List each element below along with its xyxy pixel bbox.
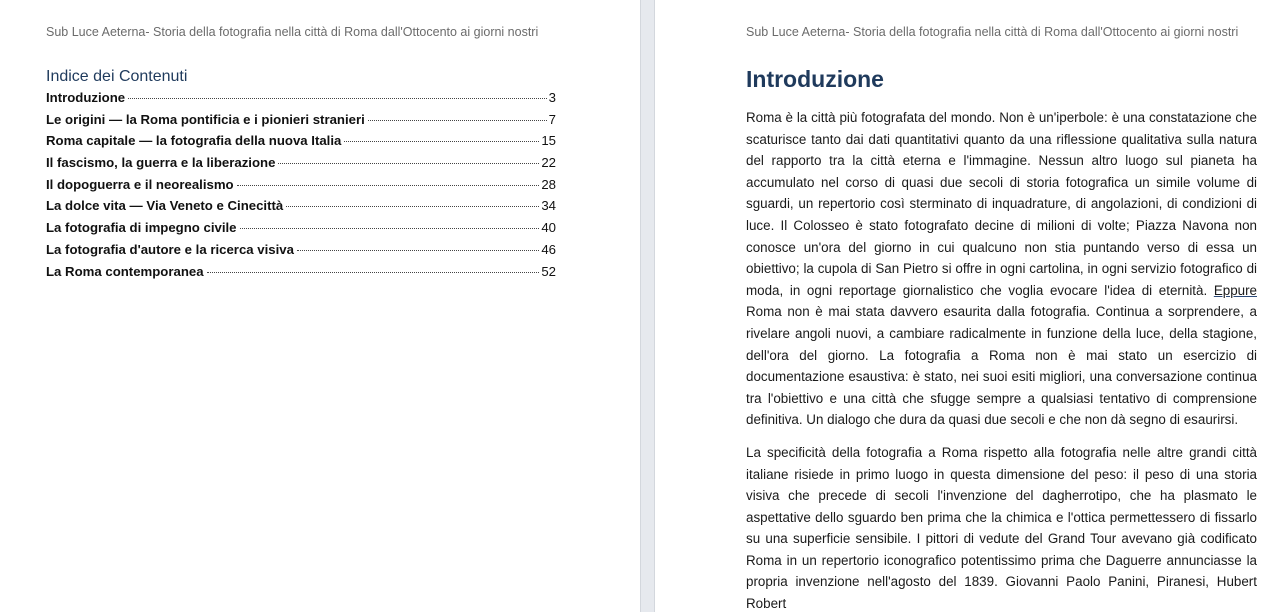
toc-entry-label: Il dopoguerra e il neorealismo bbox=[46, 176, 234, 192]
toc-entry-page: 15 bbox=[541, 133, 556, 149]
paragraph-1-text-start: Roma è la città più fotografata del mondo. Non è un'iperbole: è una constatazione che scaturisce tanto dai dati quantitativi quanto da una riflessione qualitativa sulla natura del rapporto tra la città eterna e l'immagine. Nessun altro luogo sul pianeta ha accumulato nel corso di quasi due secoli di storia fotografica un simile volume di sguardi, un repertorio così sterminato di inquadrature, di angolazioni, di condizioni di luce. Il Colosseo è stato fotografato decine di milioni di volte; Piazza Navona non conosce un'ora del giorno in cui qualcuno non stia puntando verso di essa un obiettivo; la cupola di San Pietro si offre in ogni cartolina, in ogni servizio fotografico di moda, in ogni reportage giornalistico che voglia evocare l'idea di eternità. bbox=[746, 110, 1257, 298]
toc-leader-dots bbox=[278, 163, 539, 164]
paragraph-1-text-end: Roma non è mai stata davvero esaurita dalla fotografia. Continua a sorprendere, a rivelare angoli nuovi, a cambiare radicalmente in funzione della luce, della stagione, dell'ora del giorno. La fotografia a Roma non è mai stato un esercizio di documentazione esaustiva: è stato, nei suoi esiti migliori, una conversazione continua tra l'obiettivo e una città che sfugge sempre a qualsiasi tentativo di comprensione definitiva. Un dialogo che dura da quasi due secoli e che non dà segno di esaurirsi. bbox=[746, 304, 1257, 428]
toc-entry-page: 28 bbox=[541, 176, 556, 192]
toc-entry-page: 40 bbox=[541, 220, 556, 236]
toc-entry[interactable] bbox=[46, 155, 556, 177]
toc-entry-label: La fotografia d'autore e la ricerca visiva bbox=[46, 241, 294, 257]
toc-entry[interactable] bbox=[46, 242, 556, 264]
toc-entry[interactable] bbox=[46, 90, 556, 112]
toc-entry-label: Il fascismo, la guerra e la liberazione bbox=[46, 155, 276, 171]
toc-leader-dots bbox=[207, 272, 540, 273]
toc-entry-label: La Roma contemporanea bbox=[46, 263, 204, 279]
chapter-title: Introduzione bbox=[746, 66, 884, 92]
right-page bbox=[655, 0, 1285, 612]
running-header-left: Sub Luce Aeterna- Storia della fotografia nella città di Roma dall'Ottocento ai giorni nostri bbox=[46, 25, 539, 39]
running-header-right: Sub Luce Aeterna- Storia della fotografia nella città di Roma dall'Ottocento ai giorni nostri bbox=[746, 25, 1239, 39]
toc-entry[interactable] bbox=[46, 133, 556, 155]
toc-leader-dots bbox=[344, 141, 539, 142]
toc-entry-page: 46 bbox=[541, 241, 556, 257]
toc-entry-page: 22 bbox=[541, 155, 556, 171]
toc-leader-dots bbox=[237, 185, 540, 186]
page-gutter bbox=[640, 0, 655, 612]
toc-entry[interactable] bbox=[46, 198, 556, 220]
toc-entry[interactable] bbox=[46, 264, 556, 286]
table-of-contents bbox=[46, 90, 556, 285]
toc-entry-label: La fotografia di impegno civile bbox=[46, 220, 237, 236]
toc-leader-dots bbox=[240, 228, 540, 229]
toc-leader-dots bbox=[286, 206, 539, 207]
toc-entry-page: 52 bbox=[541, 263, 556, 279]
toc-leader-dots bbox=[128, 98, 547, 99]
toc-entry[interactable] bbox=[46, 177, 556, 199]
toc-entry-label: Introduzione bbox=[46, 90, 126, 105]
toc-entry-page: 7 bbox=[548, 111, 556, 127]
toc-entry-label: Le origini — la Roma pontificia e i pionieri stranieri bbox=[46, 111, 365, 127]
toc-entry-label: La dolce vita — Via Veneto e Cinecittà bbox=[46, 198, 284, 214]
chapter-body[interactable] bbox=[746, 107, 1257, 612]
toc-entry-page: 34 bbox=[541, 198, 556, 214]
toc-title: Indice dei Contenuti bbox=[46, 68, 188, 85]
paragraph-1[interactable] bbox=[746, 107, 1257, 431]
underlined-word[interactable]: Eppure bbox=[1213, 282, 1257, 298]
toc-entry[interactable] bbox=[46, 220, 556, 242]
toc-entry-label: Roma capitale — la fotografia della nuova Italia bbox=[46, 133, 342, 149]
toc-entry[interactable] bbox=[46, 112, 556, 134]
paragraph-2[interactable]: La specificità della fotografia a Roma rispetto alla fotografia nelle altre grandi città italiane risiede in primo luogo in questa dimensione del peso: il peso di una storia visiva che precede di secoli l'invenzione del dagherrotipo, che ha plasmato le aspettative dello sguardo ben prima che la chimica e l'ottica permettessero di fissarlo su una superficie sensibile. I pittori di vedute del Grand Tour avevano già codificato Roma in un repertorio iconografico potentissimo prima che Daguerre annunciasse la propria invenzione nell'agosto del 1839. Giovanni Paolo Panini, Piranesi, Hubert Robert bbox=[746, 444, 1257, 612]
left-page bbox=[0, 0, 640, 612]
toc-entry-page: 3 bbox=[548, 90, 556, 105]
toc-leader-dots bbox=[297, 250, 539, 251]
toc-leader-dots bbox=[368, 120, 547, 121]
